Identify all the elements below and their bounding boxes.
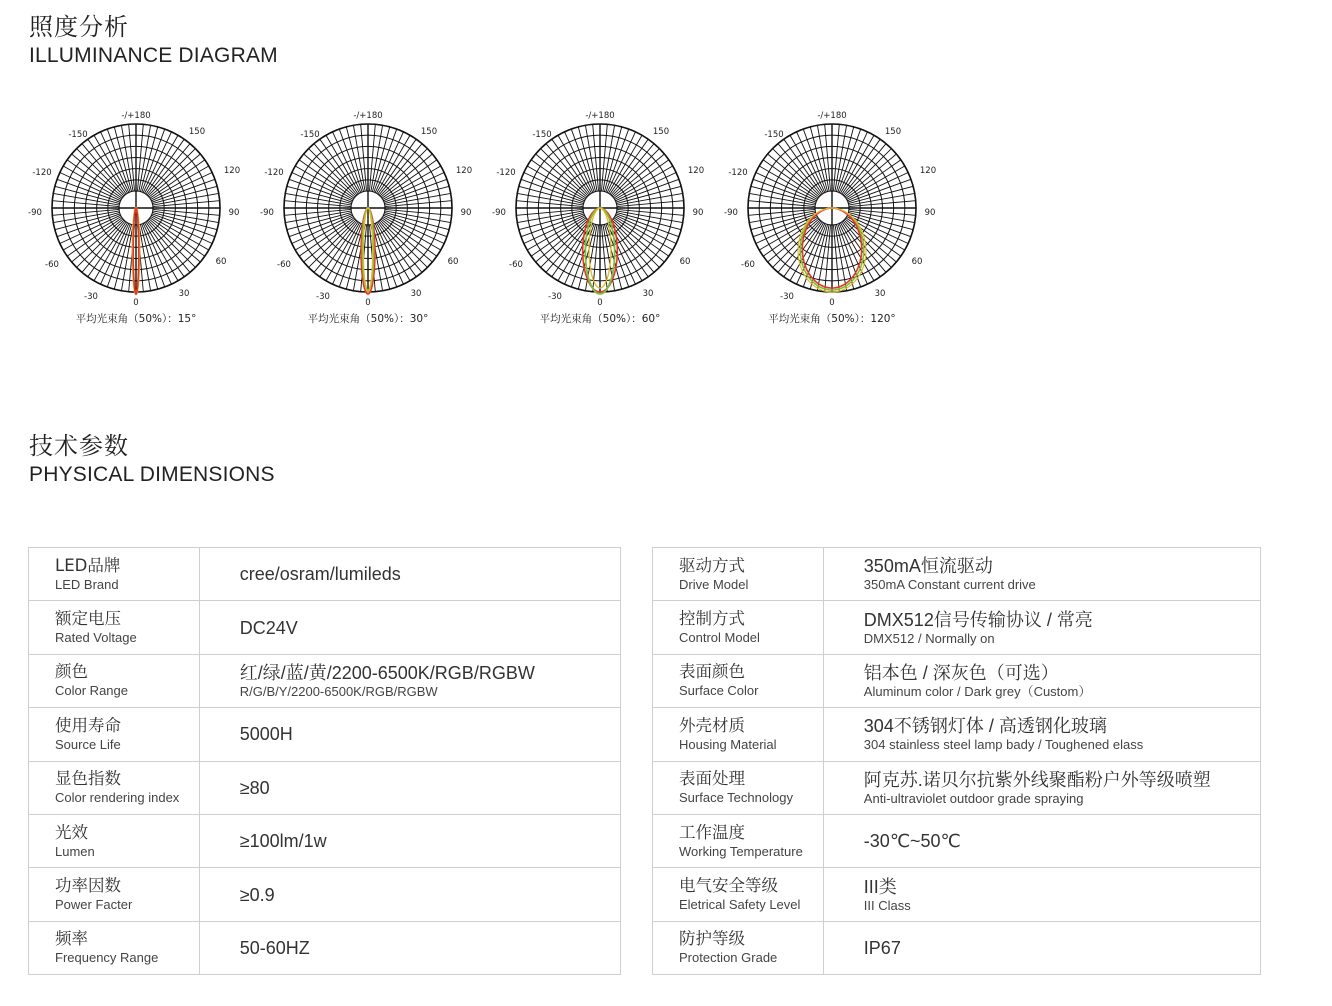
angle-label: -/+180 bbox=[121, 111, 151, 121]
spec-row bbox=[653, 921, 1261, 974]
spec-label-en: Control Model bbox=[679, 630, 760, 646]
spec-label-en: Surface Technology bbox=[679, 790, 793, 806]
spec-label-cell bbox=[653, 921, 824, 974]
angle-label: 150 bbox=[188, 127, 206, 137]
spec-value: ≥100lm/1w bbox=[239, 831, 327, 852]
spec-value-sub: Aluminum color / Dark grey（Custom） bbox=[863, 683, 1092, 699]
spec-value-cell bbox=[199, 814, 620, 867]
angle-label: -60 bbox=[509, 260, 523, 270]
polar-chart-svg bbox=[254, 104, 486, 334]
spec-label-cell bbox=[29, 708, 200, 761]
spec-value-sub: DMX512 / Normally on bbox=[863, 630, 995, 646]
spec-value: 304不锈钢灯体 / 高透钢化玻璃 bbox=[863, 716, 1107, 737]
angle-label: 0 bbox=[133, 298, 139, 308]
angle-label: 30 bbox=[642, 289, 654, 299]
spec-row bbox=[29, 654, 621, 707]
angle-label: -30 bbox=[316, 292, 330, 302]
angle-label: -150 bbox=[532, 130, 552, 140]
spec-row bbox=[653, 868, 1261, 921]
spec-label-cn: 颜色 bbox=[55, 662, 88, 682]
spec-table-left bbox=[28, 547, 621, 975]
spec-label-en: Source Life bbox=[55, 736, 121, 752]
beam-angle-caption: 平均光束角（50%）：60° bbox=[539, 313, 661, 325]
spec-label-cn: 控制方式 bbox=[679, 609, 745, 629]
spec-label-cell bbox=[29, 654, 200, 707]
spec-label-cn: 频率 bbox=[55, 929, 88, 949]
spec-label-cell bbox=[29, 548, 200, 601]
spec-row bbox=[29, 814, 621, 867]
spec-label-cn: 表面处理 bbox=[679, 769, 745, 789]
spec-label-cell bbox=[653, 761, 824, 814]
spec-row bbox=[653, 708, 1261, 761]
angle-label: 150 bbox=[884, 127, 902, 137]
spec-value-cell bbox=[199, 548, 620, 601]
spec-value: IP67 bbox=[863, 937, 901, 958]
spec-value-cell bbox=[199, 654, 620, 707]
spec-value-cell bbox=[823, 654, 1260, 707]
angle-label: 30 bbox=[874, 289, 886, 299]
angle-label: -120 bbox=[728, 168, 748, 178]
spec-label-cell bbox=[29, 921, 200, 974]
spec-value-sub: III Class bbox=[863, 897, 911, 913]
spec-label-en: Lumen bbox=[55, 843, 95, 859]
spec-value-cell bbox=[199, 761, 620, 814]
angle-label: 90 bbox=[924, 208, 936, 218]
spec-label-cn: 额定电压 bbox=[55, 609, 121, 629]
angle-label: -/+180 bbox=[585, 111, 615, 121]
spec-label-cell bbox=[653, 708, 824, 761]
angle-label: -60 bbox=[45, 260, 59, 270]
spec-label-en: Rated Voltage bbox=[55, 630, 137, 646]
angle-label: 60 bbox=[679, 257, 691, 267]
spec-label-cn: 功率因数 bbox=[55, 876, 121, 896]
angle-label: -90 bbox=[492, 208, 506, 218]
spec-label-cn: 光效 bbox=[55, 822, 88, 842]
polar-diagram-120 bbox=[718, 104, 950, 334]
spec-value: DC24V bbox=[239, 617, 298, 638]
angle-label: -30 bbox=[84, 292, 98, 302]
angle-label: 120 bbox=[223, 166, 241, 176]
angle-label: -150 bbox=[300, 130, 320, 140]
spec-value: 铝本色 / 深灰色（可选） bbox=[863, 662, 1059, 683]
spec-value: ≥80 bbox=[239, 777, 270, 798]
angle-label: -150 bbox=[764, 130, 784, 140]
angle-label: -/+180 bbox=[817, 111, 847, 121]
angle-label: 150 bbox=[420, 127, 438, 137]
spec-label-cn: 驱动方式 bbox=[679, 555, 745, 575]
spec-row bbox=[29, 548, 621, 601]
spec-label-cell bbox=[653, 868, 824, 921]
spec-row bbox=[29, 708, 621, 761]
spec-row bbox=[653, 654, 1261, 707]
angle-label: 30 bbox=[410, 289, 422, 299]
spec-label-en: Color rendering index bbox=[55, 790, 180, 806]
spec-label-cn: 防护等级 bbox=[679, 929, 745, 949]
angle-label: -120 bbox=[496, 168, 516, 178]
spec-row bbox=[653, 601, 1261, 654]
spec-label-cn: 表面颜色 bbox=[679, 662, 745, 682]
angle-label: -120 bbox=[32, 168, 52, 178]
angle-label: 60 bbox=[215, 257, 227, 267]
spec-label-en: Working Temperature bbox=[679, 843, 803, 859]
angle-label: 60 bbox=[447, 257, 459, 267]
polar-chart-svg bbox=[486, 104, 718, 334]
angle-label: -30 bbox=[780, 292, 794, 302]
spec-value-sub: 350mA Constant current drive bbox=[863, 577, 1036, 593]
spec-value-cell bbox=[823, 868, 1260, 921]
spec-label-cn: LED品牌 bbox=[55, 555, 121, 575]
spec-value-cell bbox=[199, 921, 620, 974]
spec-label-cell bbox=[29, 601, 200, 654]
spec-label-en: Protection Grade bbox=[679, 950, 778, 966]
angle-label: -60 bbox=[741, 260, 755, 270]
spec-label-en: Housing Material bbox=[679, 736, 777, 752]
spec-value-cell bbox=[199, 601, 620, 654]
spec-label-cell bbox=[29, 761, 200, 814]
spec-label-cn: 电气安全等级 bbox=[679, 876, 778, 896]
spec-value: ≥0.9 bbox=[239, 884, 275, 905]
spec-value-cell bbox=[823, 761, 1260, 814]
spec-value-sub: 304 stainless steel lamp bady / Toughened elass bbox=[863, 737, 1144, 753]
spec-value-sub: R/G/B/Y/2200-6500K/RGB/RGBW bbox=[239, 683, 438, 699]
angle-label: 0 bbox=[829, 298, 835, 308]
spec-label-cell bbox=[29, 868, 200, 921]
spec-row bbox=[29, 921, 621, 974]
spec-label-cn: 外壳材质 bbox=[679, 715, 745, 735]
angle-label: -120 bbox=[264, 168, 284, 178]
angle-label: -60 bbox=[277, 260, 291, 270]
spec-value-cell bbox=[823, 921, 1260, 974]
spec-label-en: Power Facter bbox=[55, 897, 133, 913]
angle-label: -90 bbox=[724, 208, 738, 218]
spec-label-en: LED Brand bbox=[55, 576, 119, 592]
spec-label-cn: 使用寿命 bbox=[55, 715, 121, 735]
spec-value-cell bbox=[199, 708, 620, 761]
angle-label: -90 bbox=[28, 208, 42, 218]
polar-chart-svg bbox=[22, 104, 254, 334]
spec-value: DMX512信号传输协议 / 常亮 bbox=[863, 609, 1093, 630]
polar-diagram-15 bbox=[22, 104, 254, 334]
angle-label: 120 bbox=[455, 166, 473, 176]
spec-label-cell bbox=[653, 548, 824, 601]
spec-value: III类 bbox=[863, 876, 897, 897]
physical-title-en: PHYSICAL DIMENSIONS bbox=[29, 463, 275, 486]
spec-row bbox=[653, 761, 1261, 814]
angle-label: 150 bbox=[652, 127, 670, 137]
beam-angle-caption: 平均光束角（50%）：120° bbox=[768, 313, 896, 325]
angle-label: 90 bbox=[692, 208, 704, 218]
spec-label-cell bbox=[29, 814, 200, 867]
spec-row bbox=[29, 601, 621, 654]
spec-value: 350mA恒流驱动 bbox=[863, 556, 993, 577]
spec-label-cn: 工作温度 bbox=[679, 822, 745, 842]
spec-label-cn: 显色指数 bbox=[55, 769, 121, 789]
spec-row bbox=[653, 814, 1261, 867]
angle-label: -30 bbox=[548, 292, 562, 302]
angle-label: 90 bbox=[460, 208, 472, 218]
angle-label: -/+180 bbox=[353, 111, 383, 121]
angle-label: 30 bbox=[178, 289, 190, 299]
spec-value-sub: Anti-ultraviolet outdoor grade spraying bbox=[863, 790, 1084, 806]
spec-label-cell bbox=[653, 601, 824, 654]
angle-label: 90 bbox=[228, 208, 240, 218]
physical-title-cn: 技术参数 bbox=[29, 432, 129, 460]
spec-value-cell bbox=[823, 814, 1260, 867]
spec-table-right bbox=[652, 547, 1261, 975]
spec-value: 50-60HZ bbox=[239, 937, 310, 958]
angle-label: 0 bbox=[365, 298, 371, 308]
angle-label: 120 bbox=[687, 166, 705, 176]
angle-label: 0 bbox=[597, 298, 603, 308]
illuminance-title-en: ILLUMINANCE DIAGRAM bbox=[29, 44, 278, 67]
illuminance-title-cn: 照度分析 bbox=[29, 13, 129, 41]
beam-angle-caption: 平均光束角（50%）：30° bbox=[307, 313, 429, 325]
polar-diagram-30 bbox=[254, 104, 486, 334]
spec-row bbox=[29, 761, 621, 814]
spec-value: 5000H bbox=[239, 724, 293, 745]
spec-row bbox=[29, 868, 621, 921]
spec-value: 红/绿/蓝/黄/2200-6500K/RGB/RGBW bbox=[239, 662, 535, 683]
spec-row bbox=[653, 548, 1261, 601]
spec-value: -30℃~50℃ bbox=[863, 831, 961, 852]
spec-label-cell bbox=[653, 654, 824, 707]
spec-value-cell bbox=[199, 868, 620, 921]
spec-value: 阿克苏.诺贝尔抗紫外线聚酯粉户外等级喷塑 bbox=[863, 769, 1211, 790]
angle-label: -90 bbox=[260, 208, 274, 218]
angle-label: -150 bbox=[68, 130, 88, 140]
spec-value-cell bbox=[823, 708, 1260, 761]
spec-value-cell bbox=[823, 601, 1260, 654]
beam-angle-caption: 平均光束角（50%）：15° bbox=[75, 313, 197, 325]
spec-label-en: Frequency Range bbox=[55, 950, 159, 966]
spec-value-cell bbox=[823, 548, 1260, 601]
spec-label-cell bbox=[653, 814, 824, 867]
polar-diagram-60 bbox=[486, 104, 718, 334]
spec-value: cree/osram/lumileds bbox=[239, 564, 401, 585]
spec-label-en: Color Range bbox=[55, 683, 128, 699]
spec-label-en: Drive Model bbox=[679, 576, 749, 592]
spec-label-en: Surface Color bbox=[679, 683, 759, 699]
angle-label: 120 bbox=[919, 166, 937, 176]
spec-label-en: Eletrical Safety Level bbox=[679, 897, 801, 913]
angle-label: 60 bbox=[911, 257, 923, 267]
polar-chart-svg bbox=[718, 104, 950, 334]
